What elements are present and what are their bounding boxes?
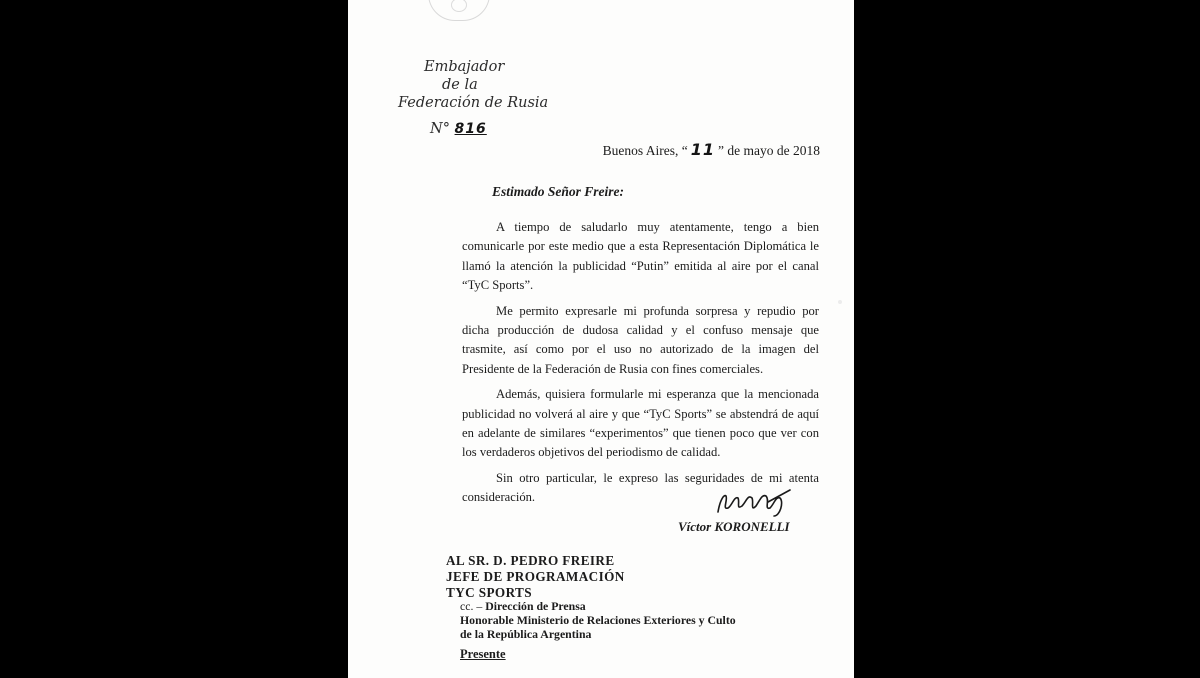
addressee-line-2: JEFE DE PROGRAMACIÓN — [446, 569, 625, 584]
cc-block — [460, 599, 736, 641]
date-day: 11 — [690, 140, 716, 159]
closing-presente: Presente — [460, 647, 506, 661]
salutation: Estimado Señor Freire: — [492, 184, 625, 199]
cc-recipient-1: Dirección de Prensa — [485, 599, 586, 613]
signature-mark — [714, 486, 794, 518]
cc-recipient-2: Honorable Ministerio de Relaciones Exteriores y Culto — [460, 613, 736, 627]
cc-prefix: cc. – — [460, 599, 483, 613]
letter-page — [348, 0, 854, 678]
embassy-seal — [428, 0, 490, 21]
signature — [706, 486, 806, 518]
letter-number-value: 816 — [454, 121, 487, 137]
paragraph-4: Sin otro particular, le expreso las seguridades de mi atenta consideración. — [462, 470, 819, 505]
addressee-block — [446, 553, 625, 601]
cc-recipient-3: de la República Argentina — [460, 627, 592, 641]
paragraph-2: Me permito expresarle mi profunda sorpresa y repudio por dicha producción de dudosa calidad y el confuso mensaje que trasmite, así como por el uso no autorizado de la imagen del Presidente de la Federación de Rusia con fines comerciales. — [462, 303, 819, 376]
letter-date — [603, 140, 820, 159]
letterhead-line-3: Federación de Rusia — [398, 95, 549, 111]
addressee-line-3: TYC SPORTS — [446, 585, 532, 600]
letter-body — [462, 218, 819, 514]
scan-speck — [838, 300, 842, 304]
date-prefix: Buenos Aires, “ — [602, 143, 688, 158]
date-suffix: ” de mayo de 2018 — [718, 143, 820, 158]
cc-line-1 — [460, 599, 736, 613]
signer-name: Víctor KORONELLI — [678, 519, 790, 534]
letterhead-line-2: de la — [442, 77, 478, 93]
paragraph-3: Además, quisiera formularle mi esperanza que la mencionada publicidad no volverá al aire y que “TyC Sports” se abstendrá de aquí en adelante de similares “experimentos” que tienen poco que ver con los verdaderos objetivos del periodismo de calidad. — [462, 387, 819, 460]
letter-number-prefix: N° — [430, 121, 450, 137]
letterhead-line-1: Embajador — [424, 59, 505, 75]
paragraph-1: A tiempo de saludarlo muy atentamente, tengo a bien comunicarle por este medio que a esta Representación Diplomática le llamó la atención la publicidad “Putin” emitida al aire por el canal “TyC Sports”. — [462, 220, 819, 293]
letter-number — [388, 120, 558, 138]
addressee-line-1: AL SR. D. PEDRO FREIRE — [446, 553, 615, 568]
letterhead — [388, 58, 558, 138]
